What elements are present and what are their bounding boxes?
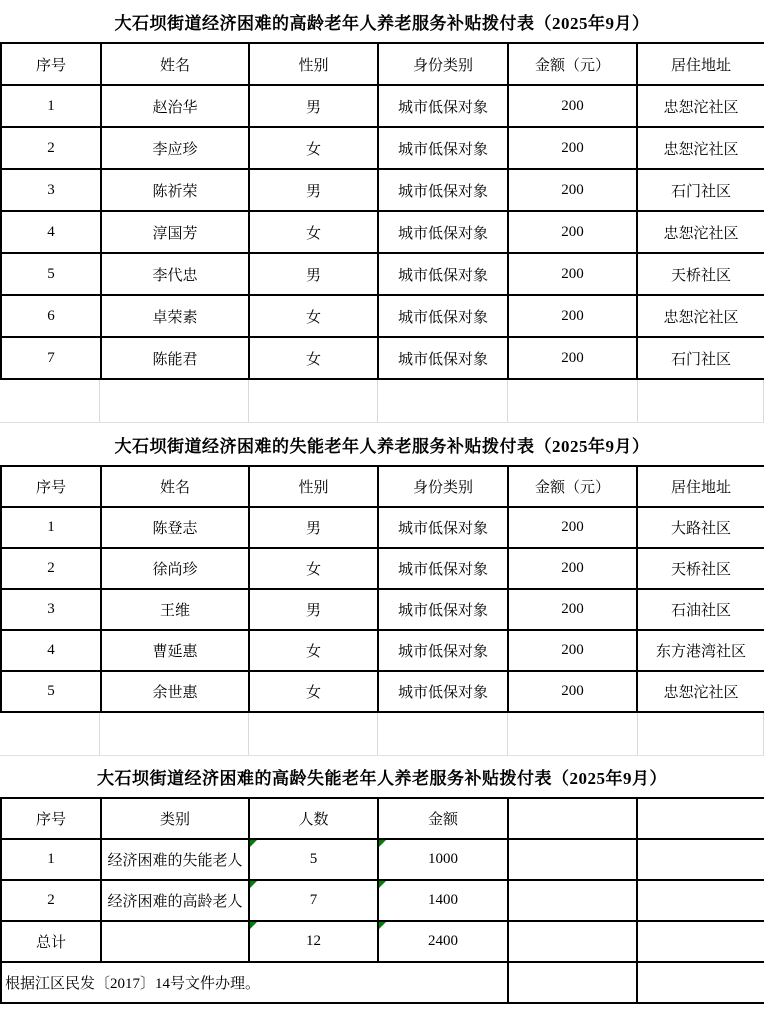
table-row — [1, 295, 764, 337]
cell-error-triangle-icon — [379, 840, 386, 847]
column-header: 人数 — [249, 798, 378, 839]
grid-spacer-row — [0, 713, 764, 756]
footnote-cell: 根据江区民发〔2017〕14号文件办理。 — [1, 962, 508, 1003]
table-cell: 女 — [249, 127, 378, 169]
table-title-high-age: 大石坝街道经济困难的高龄老年人养老服务补贴拨付表（2025年9月） — [0, 0, 764, 42]
table-cell: 男 — [249, 507, 378, 548]
column-header: 金额 — [378, 798, 508, 839]
subsidy-table-high-age — [0, 42, 764, 380]
footnote-row — [1, 962, 764, 1003]
grid-cell — [638, 713, 764, 755]
table-row — [1, 127, 764, 169]
table-cell: 2 — [1, 127, 101, 169]
table-row — [1, 211, 764, 253]
grid-cell — [0, 380, 100, 422]
table-cell: 女 — [249, 337, 378, 379]
grid-cell — [378, 713, 508, 755]
table-cell: 忠恕沱社区 — [637, 211, 764, 253]
column-header: 姓名 — [101, 466, 249, 507]
table-cell: 女 — [249, 630, 378, 671]
table-cell: 赵治华 — [101, 85, 249, 127]
table-cell: 石油社区 — [637, 589, 764, 630]
table-cell: 大路社区 — [637, 507, 764, 548]
table-cell: 李代忠 — [101, 253, 249, 295]
table-cell: 4 — [1, 630, 101, 671]
table-cell: 7 — [249, 880, 378, 921]
table-cell: 经济困难的失能老人 — [101, 839, 249, 880]
table-cell: 女 — [249, 211, 378, 253]
table-cell: 200 — [508, 507, 637, 548]
table-cell: 200 — [508, 671, 637, 712]
table-row — [1, 921, 764, 962]
grid-cell — [249, 380, 378, 422]
table-cell: 女 — [249, 671, 378, 712]
table-cell: 城市低保对象 — [378, 127, 508, 169]
table-cell: 陈登志 — [101, 507, 249, 548]
table-cell: 城市低保对象 — [378, 589, 508, 630]
cell-error-triangle-icon — [379, 922, 386, 929]
column-header: 身份类别 — [378, 43, 508, 85]
table-cell: 忠恕沱社区 — [637, 671, 764, 712]
table-cell — [508, 962, 637, 1003]
table-row — [1, 880, 764, 921]
table-cell: 石门社区 — [637, 337, 764, 379]
grid-cell — [100, 380, 248, 422]
grid-spacer-row — [0, 380, 764, 423]
table-cell: 城市低保对象 — [378, 253, 508, 295]
table-cell: 女 — [249, 295, 378, 337]
table-title-disabled: 大石坝街道经济困难的失能老年人养老服务补贴拨付表（2025年9月） — [0, 423, 764, 465]
column-header: 姓名 — [101, 43, 249, 85]
column-header: 金额（元） — [508, 43, 637, 85]
table-title-summary: 大石坝街道经济困难的高龄失能老年人养老服务补贴拨付表（2025年9月） — [0, 756, 764, 797]
table-cell — [637, 962, 764, 1003]
table-cell: 2 — [1, 880, 101, 921]
table-cell: 王维 — [101, 589, 249, 630]
table-cell: 城市低保对象 — [378, 671, 508, 712]
column-header — [637, 798, 764, 839]
table-cell — [508, 839, 637, 880]
table-cell: 男 — [249, 253, 378, 295]
table-cell — [508, 921, 637, 962]
table-cell — [637, 839, 764, 880]
column-header: 金额（元） — [508, 466, 637, 507]
table-row — [1, 253, 764, 295]
table-cell: 女 — [249, 548, 378, 589]
table-cell: 1000 — [378, 839, 508, 880]
table-cell: 东方港湾社区 — [637, 630, 764, 671]
table-cell: 200 — [508, 337, 637, 379]
table-cell: 4 — [1, 211, 101, 253]
cell-error-triangle-icon — [379, 881, 386, 888]
table-cell: 卓荣素 — [101, 295, 249, 337]
grid-cell — [638, 380, 764, 422]
table-row — [1, 507, 764, 548]
table-cell: 城市低保对象 — [378, 169, 508, 211]
table-cell: 5 — [1, 671, 101, 712]
table-cell: 城市低保对象 — [378, 630, 508, 671]
table-cell: 200 — [508, 295, 637, 337]
cell-error-triangle-icon — [250, 881, 257, 888]
table-row — [1, 589, 764, 630]
table-cell: 徐尚珍 — [101, 548, 249, 589]
table-cell: 200 — [508, 169, 637, 211]
summary-table — [0, 797, 764, 1004]
table-cell: 200 — [508, 127, 637, 169]
table-row — [1, 839, 764, 880]
table-cell: 6 — [1, 295, 101, 337]
table-cell: 城市低保对象 — [378, 548, 508, 589]
table-section-high-age — [0, 0, 764, 423]
grid-cell — [508, 380, 637, 422]
table-cell: 城市低保对象 — [378, 295, 508, 337]
table-cell: 忠恕沱社区 — [637, 127, 764, 169]
column-header: 序号 — [1, 43, 101, 85]
table-cell: 200 — [508, 211, 637, 253]
subsidy-table-disabled — [0, 465, 764, 713]
header-row — [1, 466, 764, 507]
table-cell: 12 — [249, 921, 378, 962]
table-cell: 忠恕沱社区 — [637, 295, 764, 337]
table-cell: 忠恕沱社区 — [637, 85, 764, 127]
column-header: 类别 — [101, 798, 249, 839]
column-header: 性别 — [249, 466, 378, 507]
grid-cell — [0, 713, 100, 755]
table-cell: 1400 — [378, 880, 508, 921]
table-cell: 李应珍 — [101, 127, 249, 169]
table-cell: 2400 — [378, 921, 508, 962]
grid-cell — [508, 713, 637, 755]
table-cell: 城市低保对象 — [378, 337, 508, 379]
table-cell: 经济困难的高龄老人 — [101, 880, 249, 921]
table-cell: 1 — [1, 85, 101, 127]
table-cell: 男 — [249, 589, 378, 630]
table-row — [1, 337, 764, 379]
header-row — [1, 43, 764, 85]
table-cell: 曹延惠 — [101, 630, 249, 671]
table-cell: 3 — [1, 589, 101, 630]
table-cell: 余世惠 — [101, 671, 249, 712]
column-header: 序号 — [1, 798, 101, 839]
column-header: 性别 — [249, 43, 378, 85]
column-header: 居住地址 — [637, 466, 764, 507]
column-header — [508, 798, 637, 839]
column-header: 居住地址 — [637, 43, 764, 85]
table-cell: 1 — [1, 507, 101, 548]
table-cell: 淳国芳 — [101, 211, 249, 253]
table-cell: 男 — [249, 85, 378, 127]
table-cell: 天桥社区 — [637, 548, 764, 589]
table-cell: 200 — [508, 253, 637, 295]
table-cell: 7 — [1, 337, 101, 379]
table-cell: 5 — [1, 253, 101, 295]
table-cell: 1 — [1, 839, 101, 880]
grid-cell — [378, 380, 508, 422]
cell-error-triangle-icon — [250, 922, 257, 929]
table-cell: 石门社区 — [637, 169, 764, 211]
table-cell: 5 — [249, 839, 378, 880]
table-row — [1, 671, 764, 712]
table-cell: 城市低保对象 — [378, 85, 508, 127]
table-section-summary — [0, 756, 764, 1004]
grid-cell — [100, 713, 248, 755]
table-cell: 陈能君 — [101, 337, 249, 379]
table-cell: 200 — [508, 85, 637, 127]
table-cell: 城市低保对象 — [378, 507, 508, 548]
column-header: 序号 — [1, 466, 101, 507]
table-cell: 男 — [249, 169, 378, 211]
table-cell — [637, 921, 764, 962]
table-cell: 2 — [1, 548, 101, 589]
table-cell: 200 — [508, 630, 637, 671]
table-cell: 200 — [508, 589, 637, 630]
table-cell: 陈祈荣 — [101, 169, 249, 211]
table-row — [1, 85, 764, 127]
table-cell: 3 — [1, 169, 101, 211]
table-section-disabled — [0, 423, 764, 756]
column-header: 身份类别 — [378, 466, 508, 507]
table-row — [1, 548, 764, 589]
grid-cell — [249, 713, 378, 755]
table-row — [1, 169, 764, 211]
table-cell — [101, 921, 249, 962]
table-cell: 总计 — [1, 921, 101, 962]
table-cell: 天桥社区 — [637, 253, 764, 295]
table-cell: 200 — [508, 548, 637, 589]
table-cell: 城市低保对象 — [378, 211, 508, 253]
table-cell — [637, 880, 764, 921]
table-row — [1, 630, 764, 671]
table-cell — [508, 880, 637, 921]
header-row — [1, 798, 764, 839]
cell-error-triangle-icon — [250, 840, 257, 847]
